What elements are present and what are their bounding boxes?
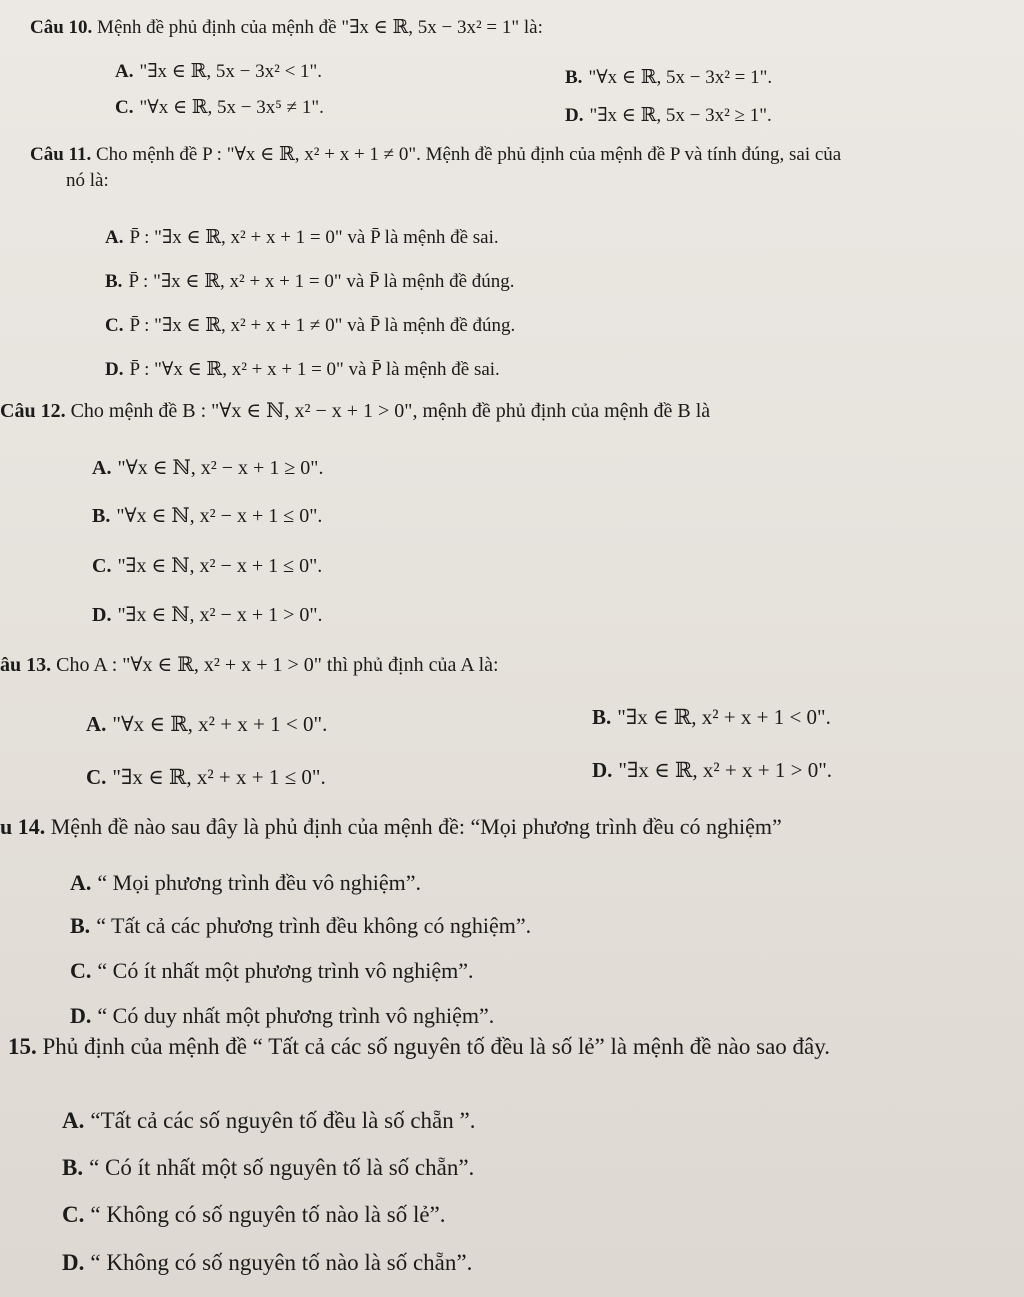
option-label: D.: [62, 1250, 85, 1275]
option-text: P̄ : "∃x ∈ ℝ, x² + x + 1 ≠ 0" và P̄ là mệnh đề đúng.: [129, 315, 516, 336]
option-label: C.: [86, 765, 107, 789]
question-13-option-c: [86, 765, 326, 790]
question-14-option-b: [70, 913, 531, 939]
option-label: D.: [92, 604, 112, 626]
option-text: "∃x ∈ ℝ, x² + x + 1 > 0".: [618, 758, 833, 782]
question-10-option-d: [565, 104, 772, 127]
question-12-option-a: [92, 455, 323, 480]
option-label: A.: [105, 227, 124, 248]
option-text: "∀x ∈ ℝ, x² + x + 1 < 0".: [112, 712, 328, 736]
option-text: “ Mọi phương trình đều vô nghiệm”.: [97, 870, 421, 895]
option-label: D.: [105, 359, 124, 380]
option-text: “ Không có số nguyên tố nào là số lẻ”.: [90, 1202, 446, 1227]
option-text: "∀x ∈ ℕ, x² − x + 1 ≥ 0".: [117, 457, 324, 479]
question-11-option-d: [105, 358, 500, 381]
option-text: “ Tất cả các phương trình đều không có nghiệm”.: [96, 913, 532, 938]
option-text: P̄ : "∃x ∈ ℝ, x² + x + 1 = 0" và P̄ là mệnh đề đúng.: [128, 271, 515, 292]
option-text: P̄ : "∀x ∈ ℝ, x² + x + 1 = 0" và P̄ là mệnh đề sai.: [129, 359, 500, 380]
option-label: A.: [86, 712, 107, 736]
question-14-stem: [0, 814, 782, 840]
question-15-option-a: [62, 1108, 475, 1134]
option-label: C.: [62, 1202, 85, 1227]
option-label: C.: [70, 958, 92, 983]
option-text: “ Không có số nguyên tố nào là số chẵn”.: [90, 1250, 473, 1275]
question-text: Cho A : "∀x ∈ ℝ, x² + x + 1 > 0" thì phủ định của A là:: [56, 654, 499, 676]
option-text: "∀x ∈ ℕ, x² − x + 1 ≤ 0".: [116, 505, 323, 527]
question-11-option-a: [105, 226, 499, 249]
option-text: "∃x ∈ ℝ, x² + x + 1 < 0".: [617, 705, 831, 729]
question-number: 15.: [8, 1034, 37, 1059]
question-11-option-b: [105, 270, 515, 293]
option-text: “ Có duy nhất một phương trình vô nghiệm”.: [97, 1003, 495, 1028]
option-label: C.: [105, 315, 124, 336]
question-12-stem: [0, 398, 710, 423]
option-label: A.: [70, 870, 92, 895]
question-text: Phủ định của mệnh đề “ Tất cả các số nguyên tố đều là số lẻ” là mệnh đề nào sao đây.: [42, 1034, 830, 1059]
option-label: B.: [92, 505, 111, 527]
question-10-option-a: [115, 60, 322, 83]
option-label: A.: [92, 457, 112, 479]
question-number: Câu 11.: [30, 144, 92, 165]
question-text: Mệnh đề phủ định của mệnh đề "∃x ∈ ℝ, 5x − 3x² = 1" là:: [97, 17, 543, 38]
option-text: “Tất cả các số nguyên tố đều là số chẵn ”.: [90, 1108, 476, 1133]
question-text: Cho mệnh đề B : "∀x ∈ ℕ, x² − x + 1 > 0", mệnh đề phủ định của mệnh đề B là: [70, 400, 711, 422]
question-12-option-d: [92, 602, 323, 627]
question-13-option-d: [592, 758, 832, 783]
question-13-stem: [0, 652, 499, 677]
question-number: u 14.: [0, 814, 46, 839]
option-text: "∃x ∈ ℝ, 5x − 3x² < 1".: [139, 61, 323, 82]
option-label: A.: [115, 61, 134, 82]
option-label: D.: [70, 1003, 92, 1028]
option-label: B.: [70, 913, 91, 938]
option-label: C.: [115, 97, 134, 118]
question-14-option-c: [70, 958, 474, 984]
option-text: "∀x ∈ ℝ, 5x − 3x² = 1".: [588, 67, 773, 88]
option-text: "∃x ∈ ℝ, 5x − 3x² ≥ 1".: [589, 105, 772, 126]
question-text: Mệnh đề nào sau đây là phủ định của mệnh đề: “Mọi phương trình đều có nghiệm”: [50, 814, 782, 839]
question-11-stem: [30, 143, 841, 166]
question-14-option-a: [70, 870, 421, 896]
question-number: âu 13.: [0, 654, 52, 676]
question-15-option-b: [62, 1155, 474, 1181]
question-11-stem-continued: [66, 170, 109, 192]
question-number: Câu 12.: [0, 400, 66, 422]
option-label: C.: [92, 555, 112, 577]
option-label: D.: [565, 105, 584, 126]
question-10-stem: [30, 16, 543, 39]
question-11-option-c: [105, 314, 515, 337]
option-text: “ Có ít nhất một số nguyên tố là số chẵn”.: [89, 1155, 475, 1180]
question-15-stem: [8, 1034, 830, 1060]
option-text: "∃x ∈ ℕ, x² − x + 1 ≤ 0".: [117, 555, 323, 577]
option-text: "∃x ∈ ℕ, x² − x + 1 > 0".: [117, 604, 323, 626]
question-10-option-c: [115, 96, 324, 119]
option-label: B.: [592, 705, 612, 729]
option-label: B.: [565, 67, 583, 88]
option-label: B.: [105, 271, 123, 292]
option-text: "∃x ∈ ℝ, x² + x + 1 ≤ 0".: [112, 765, 326, 789]
question-10-option-b: [565, 66, 772, 89]
question-text: nó là:: [66, 170, 109, 191]
question-15-option-d: [62, 1250, 472, 1276]
option-label: D.: [592, 758, 613, 782]
option-text: P̄ : "∃x ∈ ℝ, x² + x + 1 = 0" và P̄ là mệnh đề sai.: [129, 227, 499, 248]
option-text: "∀x ∈ ℝ, 5x − 3x⁵ ≠ 1".: [139, 97, 324, 118]
option-label: A.: [62, 1108, 85, 1133]
question-12-option-c: [92, 553, 322, 578]
question-15-option-c: [62, 1202, 446, 1228]
question-13-option-a: [86, 712, 327, 737]
question-number: Câu 10.: [30, 17, 93, 38]
question-13-option-b: [592, 705, 831, 730]
question-14-option-d: [70, 1003, 494, 1029]
option-text: “ Có ít nhất một phương trình vô nghiệm”.: [97, 958, 474, 983]
option-label: B.: [62, 1155, 84, 1180]
question-12-option-b: [92, 503, 322, 528]
question-text: Cho mệnh đề P : "∀x ∈ ℝ, x² + x + 1 ≠ 0". Mệnh đề phủ định của mệnh đề P và tính đúng, sai của: [96, 144, 842, 165]
